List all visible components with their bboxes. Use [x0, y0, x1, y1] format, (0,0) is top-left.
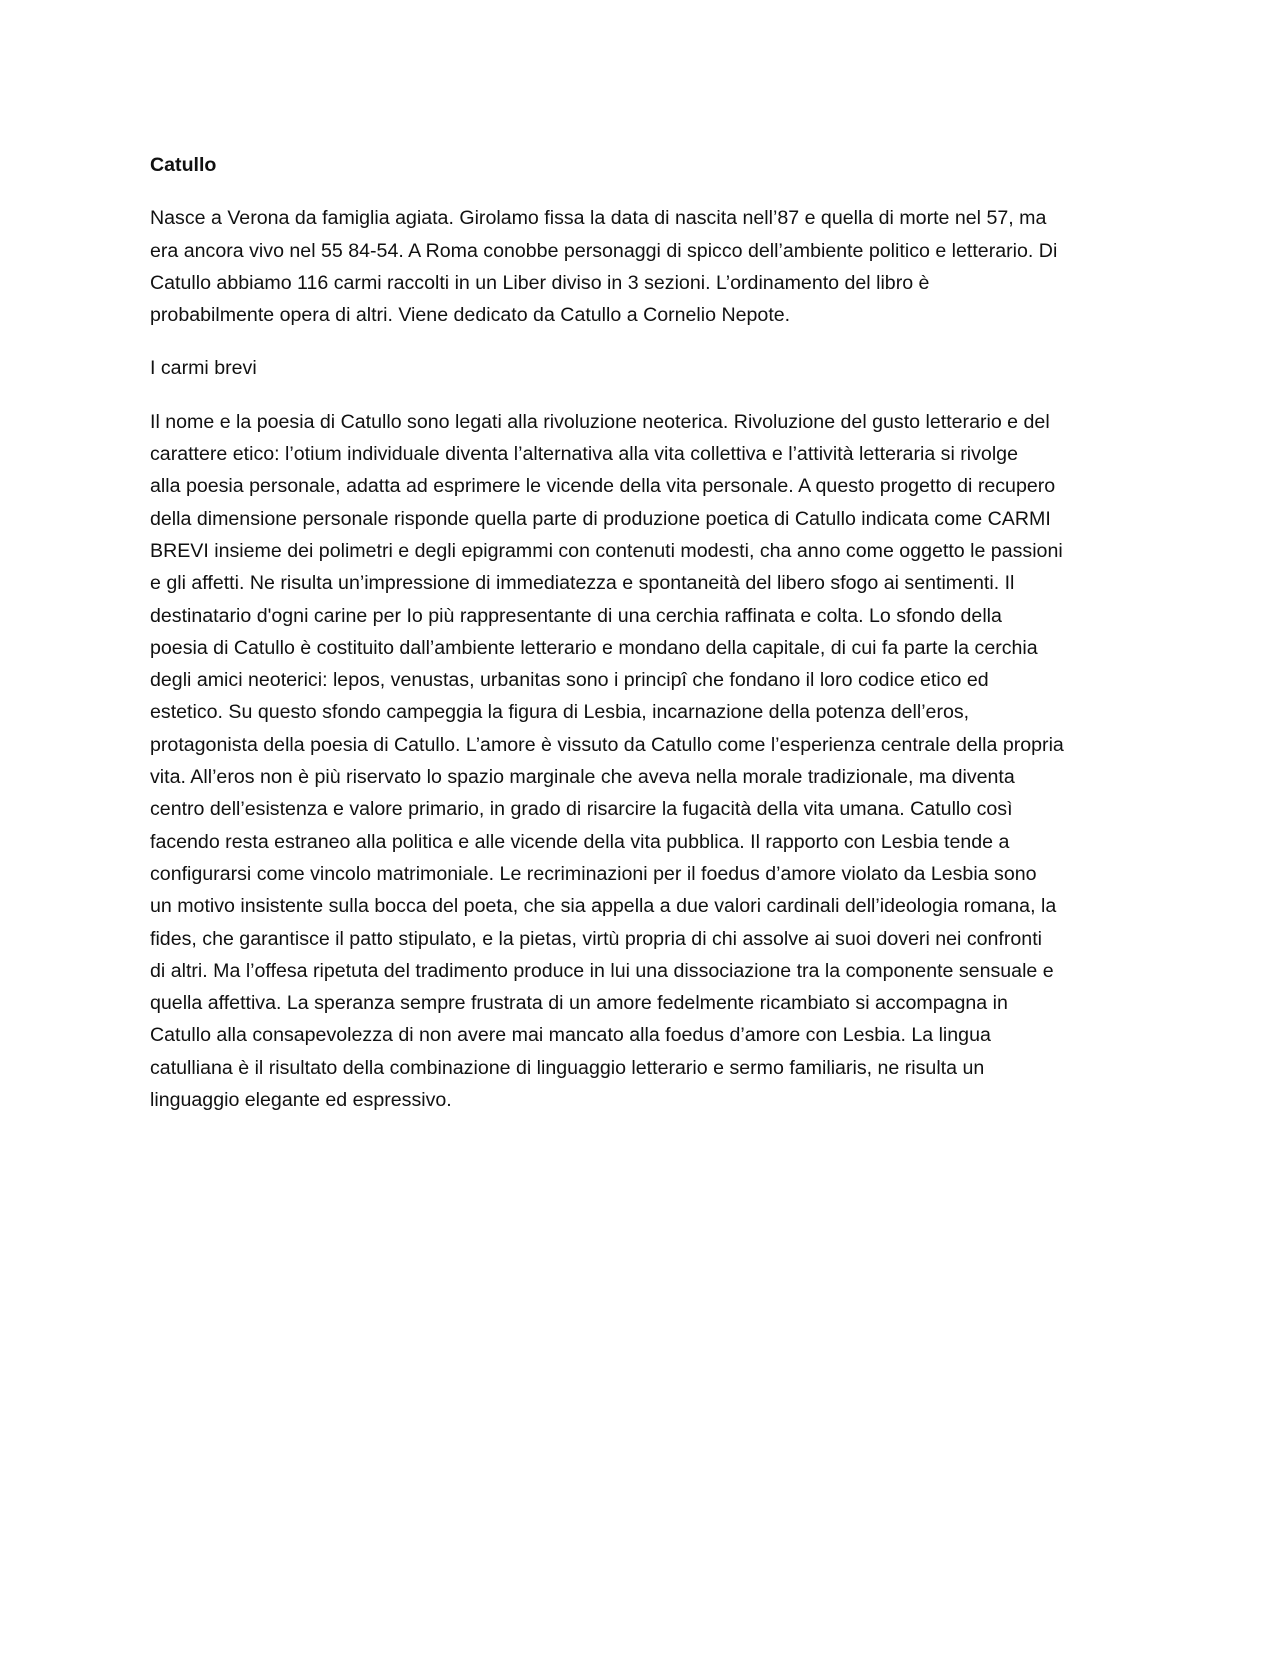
paragraph-intro: Nasce a Verona da famiglia agiata. Girolamo fissa la data di nascita nell’87 e quella di morte nel 57, ma era ancora vivo nel 55 84-54. A Roma conobbe personaggi di spicco dell’ambiente politico e letterario. Di Catullo abbiamo 116 carmi raccolti in un Liber diviso in 3 sezioni. L’ordinamento del libro è probabilmente opera di altri. Viene dedicato da Catullo a Cornelio Nepote. [150, 207, 1058, 327]
paragraph-carmi-brevi: Il nome e la poesia di Catullo sono legati alla rivoluzione neoterica. Rivoluzione del gusto letterario e del carattere etico: l’otium individuale diventa l’alternativa alla vita collettiva e l’attività letteraria si rivolge alla poesia personale, adatta ad esprimere le vicende della vita personale. A questo progetto di recupero della dimensione personale risponde quella parte di produzione poetica di Catullo indicata come CARMI BREVI insieme dei polimetri e degli epigrammi con contenuti modesti, cha anno come oggetto le passioni e gli affetti. Ne risulta un’impressione di immediatezza e spontaneità del libero sfogo ai sentimenti. Il destinatario d'ogni carine per Io più rappresentante di una cerchia raffinata e colta. Lo sfondo della poesia di Catullo è costituito dall’ambiente letterario e mondano della capitale, di cui fa parte la cerchia degli amici neoterici: lepos, venustas, urbanitas sono i principî che fondano il loro codice etico ed estetico. Su questo sfondo campeggia la figura di Lesbia, incarnazione della potenza dell’eros, protagonista della poesia di Catullo. L’amore è vissuto da Catullo come l’esperienza centrale della propria vita. All’eros non è più riservato lo spazio marginale che aveva nella morale tradizionale, ma diventa centro dell’esistenza e valore primario, in grado di risarcire la fugacità della vita umana. Catullo così facendo resta estraneo alla politica e alle vicende della vita pubblica. Il rapporto con Lesbia tende a configurarsi come vincolo matrimoniale. Le recriminazioni per il foedus d’amore violato da Lesbia sono un motivo insistente sulla bocca del poeta, che sia appella a due valori cardinali dell’ideologia romana, la fides, che garantisce il patto stipulato, e la pietas, virtù propria di chi assolve ai suoi doveri nei confronti di altri. Ma l’offesa ripetuta del tradimento produce in lui una dissociazione tra la componente sensuale e quella affettiva. La speranza sempre frustrata di un amore fedelmente ricambiato si accompagna in Catullo alla consapevolezza di non avere mai mancato alla foedus d’amore con Lesbia. La lingua catulliana è il risultato della combinazione di linguaggio letterario e sermo familiaris, ne risulta un linguaggio elegante ed espressivo. [150, 410, 1064, 1112]
document-body [150, 149, 1135, 1137]
section-heading: I carmi brevi [150, 357, 257, 380]
document-title: Catullo [150, 154, 217, 176]
